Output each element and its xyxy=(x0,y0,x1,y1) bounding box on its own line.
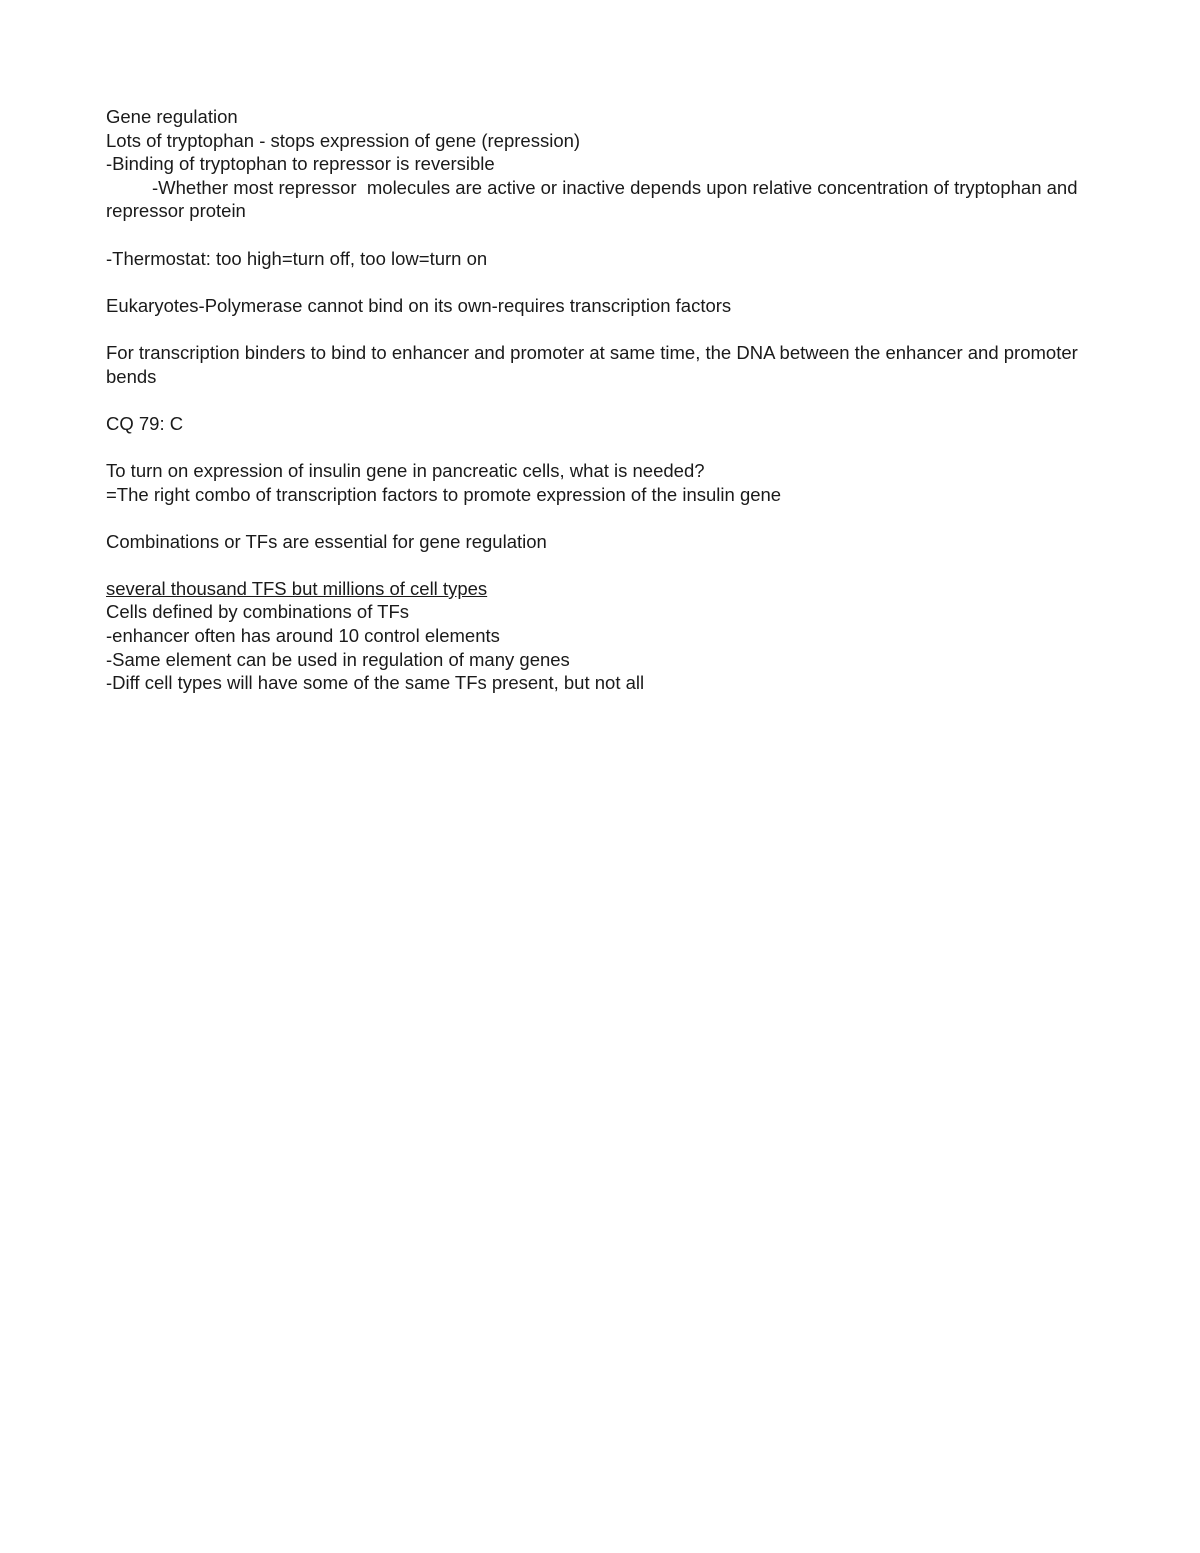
document-title: Gene regulation xyxy=(106,106,238,127)
blank-line xyxy=(106,223,1086,247)
document-page xyxy=(106,105,1086,695)
note-line: -Diff cell types will have some of the same TFs present, but not all xyxy=(106,672,645,694)
note-line: Cells defined by combinations of TFs xyxy=(106,601,410,623)
blank-line xyxy=(106,506,1086,530)
note-line: -Thermostat: too high=turn off, too low=turn on xyxy=(106,247,488,269)
underlined-heading: several thousand TFS but millions of cell types xyxy=(106,577,488,599)
note-line: For transcription binders to bind to enhancer and promoter at same time, the DNA between the enhancer and promoter bends xyxy=(106,341,1083,387)
note-line: Eukaryotes-Polymerase cannot bind on its own-requires transcription factors xyxy=(106,294,732,316)
blank-line xyxy=(106,317,1086,341)
note-line: Lots of tryptophan - stops expression of gene (repression) xyxy=(106,129,581,151)
note-line-indented: -Whether most repressor molecules are active or inactive depends upon relative concentration of tryptophan and repressor protein xyxy=(106,176,1083,222)
note-line: -enhancer often has around 10 control elements xyxy=(106,625,500,647)
note-line: -Binding of tryptophan to repressor is reversible xyxy=(106,153,495,175)
blank-line xyxy=(106,435,1086,459)
blank-line xyxy=(106,553,1086,577)
blank-line xyxy=(106,270,1086,294)
note-line: Combinations or TFs are essential for gene regulation xyxy=(106,530,547,552)
note-line: CQ 79: C xyxy=(106,412,184,434)
note-line: =The right combo of transcription factors to promote expression of the insulin gene xyxy=(106,483,782,505)
note-line: -Same element can be used in regulation of many genes xyxy=(106,648,570,670)
note-line: To turn on expression of insulin gene in pancreatic cells, what is needed? xyxy=(106,459,705,481)
blank-line xyxy=(106,388,1086,412)
